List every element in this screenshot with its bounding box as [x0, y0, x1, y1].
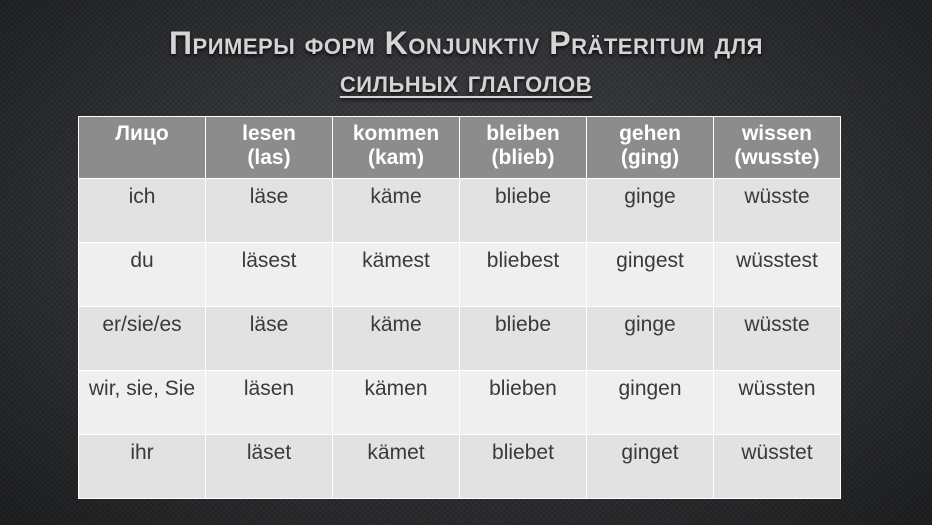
table-cell: wüsstest	[714, 243, 841, 307]
header-kommen: kommen (kam)	[333, 117, 460, 179]
table-cell: wir, sie, Sie	[79, 371, 206, 435]
title-line-2: сильных глаголов	[339, 63, 593, 99]
table-cell: gingest	[587, 243, 714, 307]
header-lesen: lesen (las)	[206, 117, 333, 179]
conjugation-table-container	[78, 116, 840, 486]
table-cell: er/sie/es	[79, 307, 206, 371]
table-cell: kämest	[333, 243, 460, 307]
table-cell: wüsste	[714, 307, 841, 371]
table-cell: kämet	[333, 435, 460, 499]
table-cell: gingen	[587, 371, 714, 435]
table-cell: blieben	[460, 371, 587, 435]
conjugation-table	[78, 116, 841, 499]
table-cell: bliebe	[460, 307, 587, 371]
table-cell: läse	[206, 179, 333, 243]
table-cell: bliebet	[460, 435, 587, 499]
table-cell: kämen	[333, 371, 460, 435]
table-cell: wüsste	[714, 179, 841, 243]
table-cell: ginge	[587, 179, 714, 243]
table-cell: bliebest	[460, 243, 587, 307]
header-bleiben: bleiben (blieb)	[460, 117, 587, 179]
header-wissen: wissen (wusste)	[714, 117, 841, 179]
table-header-row	[79, 117, 841, 179]
table-row	[79, 243, 841, 307]
table-cell: käme	[333, 307, 460, 371]
table-cell: läsen	[206, 371, 333, 435]
table-cell: ihr	[79, 435, 206, 499]
title-line-1: Примеры форм Konjunktiv Präteritum для	[169, 25, 763, 61]
table-cell: ich	[79, 179, 206, 243]
table-cell: läse	[206, 307, 333, 371]
table-cell: ginge	[587, 307, 714, 371]
table-cell: du	[79, 243, 206, 307]
table-cell: wüsstet	[714, 435, 841, 499]
table-row	[79, 371, 841, 435]
table-cell: bliebe	[460, 179, 587, 243]
table-cell: läsest	[206, 243, 333, 307]
slide-title	[0, 24, 932, 100]
table-cell: wüssten	[714, 371, 841, 435]
table-row	[79, 435, 841, 499]
table-row	[79, 179, 841, 243]
table-cell: ginget	[587, 435, 714, 499]
table-row	[79, 307, 841, 371]
table-cell: käme	[333, 179, 460, 243]
header-person: Лицо	[79, 117, 206, 179]
table-cell: läset	[206, 435, 333, 499]
header-gehen: gehen (ging)	[587, 117, 714, 179]
